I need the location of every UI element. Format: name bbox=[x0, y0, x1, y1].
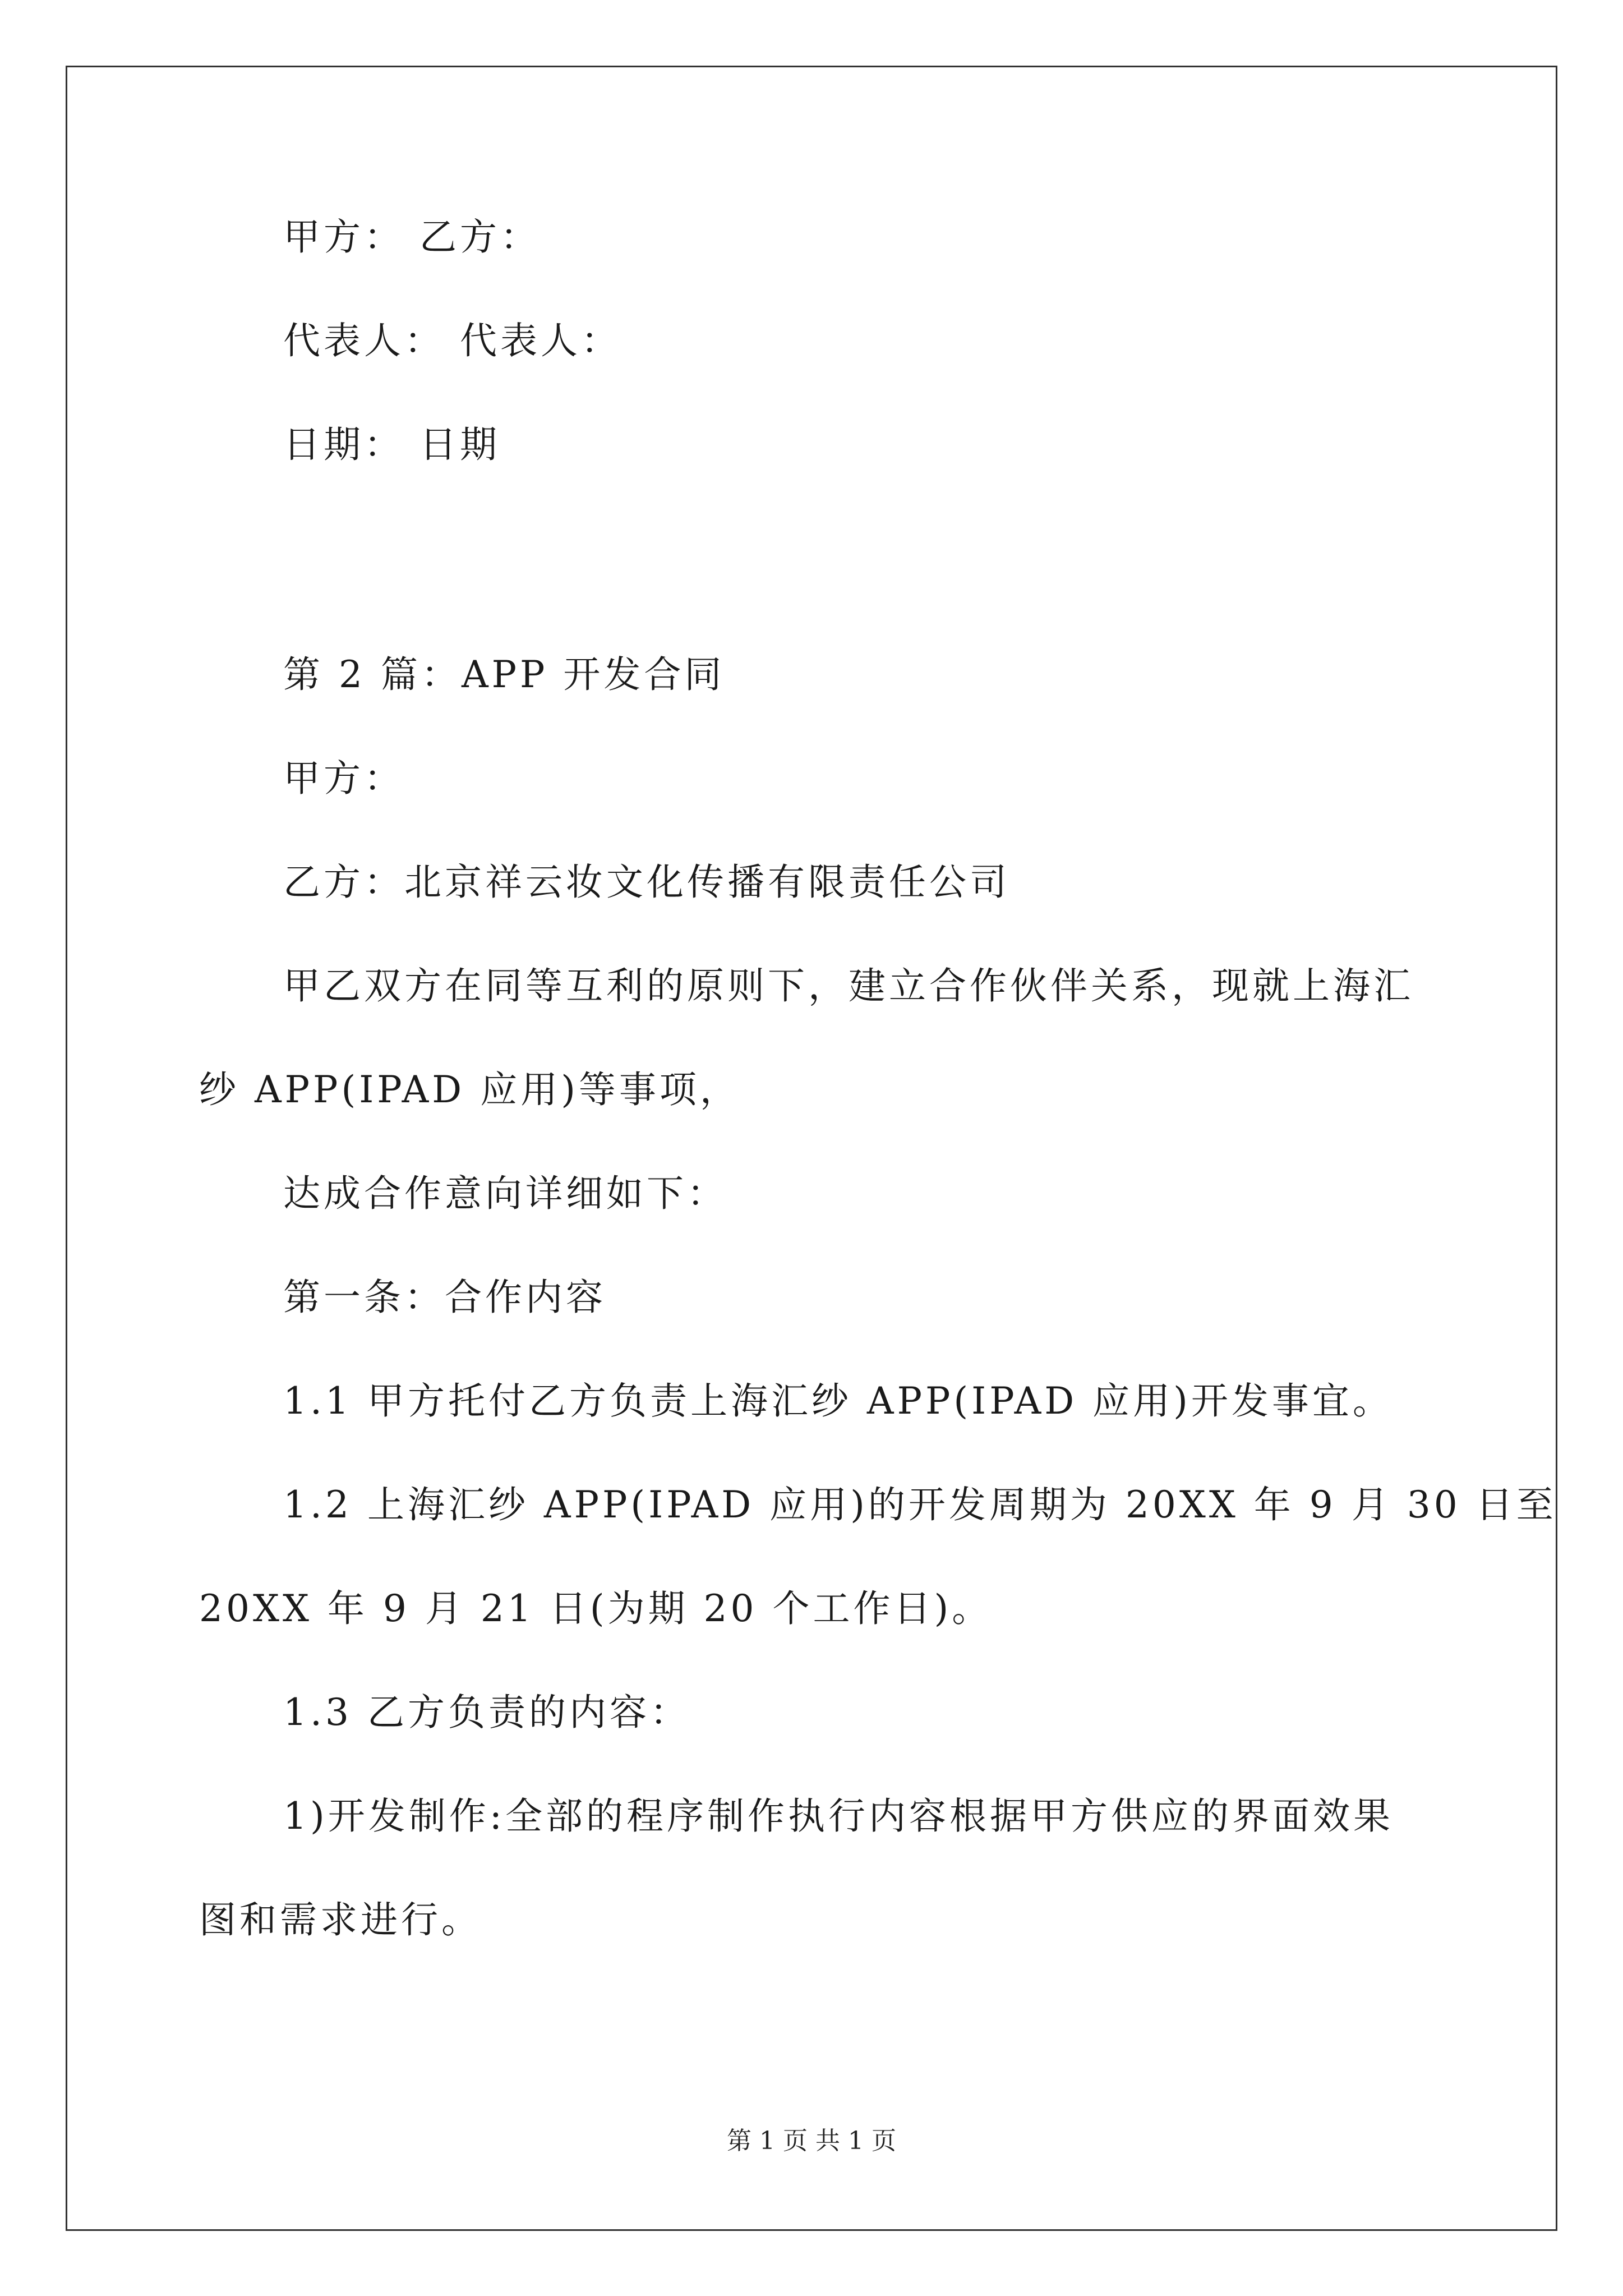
clause-1-1: 1.1 甲方托付乙方负责上海汇纱 APP(IPAD 应用)开发事宜。 bbox=[283, 1379, 1393, 1423]
party-a-line: 甲方： bbox=[283, 757, 404, 800]
article-1-title: 第一条：合作内容 bbox=[283, 1276, 606, 1319]
clause-1-3: 1.3 乙方负责的内容： bbox=[283, 1691, 690, 1734]
paragraph-intro-line-1: 甲乙双方在同等互利的原则下，建立合作伙伴关系，现就上海汇 bbox=[283, 964, 1414, 1007]
paragraph-intro-line-2: 纱 APP(IPAD 应用)等事项， bbox=[199, 1068, 740, 1111]
page-footer: 第 1 页 共 1 页 bbox=[727, 2127, 896, 2155]
clause-1-3-item-1-line-1: 1)开发制作:全部的程序制作执行内容根据甲方供应的界面效果 bbox=[283, 1795, 1394, 1838]
signature-date-line: 日期： 日期 bbox=[283, 423, 500, 466]
party-b-line: 乙方：北京祥云妆文化传播有限责任公司 bbox=[283, 861, 1010, 904]
signature-party-line: 甲方： 乙方： bbox=[283, 215, 541, 259]
clause-1-2-line-2: 20XX 年 9 月 21 日(为期 20 个工作日)。 bbox=[199, 1587, 993, 1630]
signature-representative-line: 代表人： 代表人： bbox=[283, 319, 621, 362]
section-title: 第 2 篇：APP 开发合同 bbox=[283, 653, 725, 696]
clause-1-2-line-1: 1.2 上海汇纱 APP(IPAD 应用)的开发周期为 20XX 年 9 月 30 日至 bbox=[283, 1483, 1557, 1526]
paragraph-agreement: 达成合作意向详细如下： bbox=[283, 1172, 727, 1215]
clause-1-3-item-1-line-2: 图和需求进行。 bbox=[199, 1898, 482, 1941]
